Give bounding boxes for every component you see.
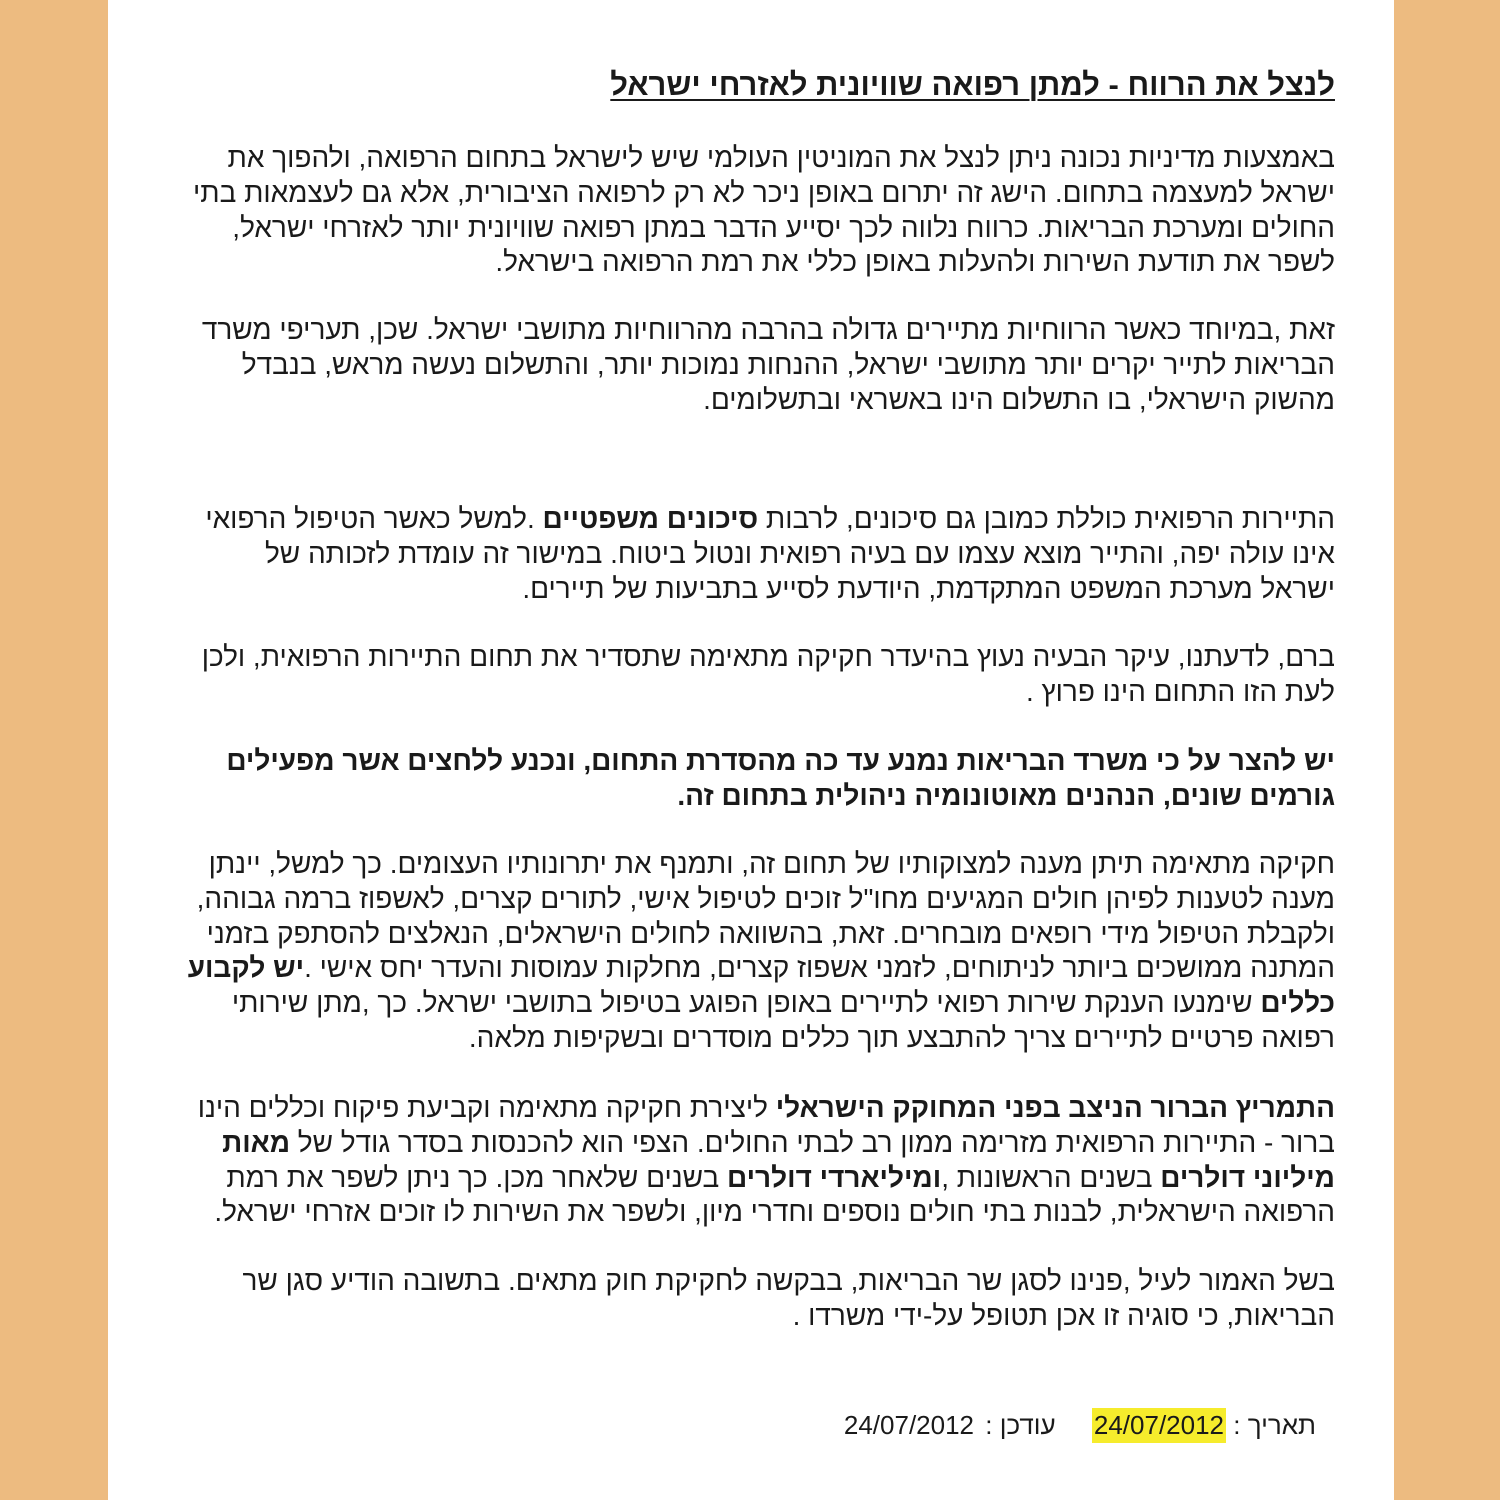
text-line-content bbox=[202, 641, 1335, 672]
bold-text-segment: סיכונים משפטיים bbox=[542, 503, 759, 534]
text-line-content bbox=[226, 1162, 1335, 1193]
text-line bbox=[183, 176, 1335, 211]
text-line-content bbox=[193, 177, 1335, 208]
text-line bbox=[183, 1299, 1335, 1334]
text-segment: לעת הזו התחום הינו פרוץ . bbox=[1026, 675, 1335, 707]
text-line-content bbox=[222, 1127, 1335, 1158]
text-segment: מענה לטענות לפיהן חולים המגיעים מחו"ל זוכים לטיפול אישי, לתורים קצרים, לאשפוז ברמה גבוהה, bbox=[196, 882, 1335, 914]
text-line bbox=[183, 1195, 1335, 1230]
text-line-content bbox=[214, 1196, 1335, 1227]
date-label: תאריך : bbox=[1233, 1410, 1316, 1440]
text-line-content bbox=[188, 952, 1335, 983]
text-segment: הבריאות, כי סוגיה זו אכן תטופל על-ידי משרדו . bbox=[792, 1299, 1335, 1331]
text-line-content bbox=[202, 314, 1335, 345]
text-segment: החולים ומערכת הבריאות. כרווח נלווה לכך יסייע הדבר במתן רפואה שוויונית יותר לאזרחי ישראל, bbox=[232, 211, 1335, 243]
text-line-content bbox=[265, 538, 1335, 569]
text-segment: בשנים הראשונות , bbox=[941, 1161, 1161, 1193]
text-line-content bbox=[198, 1092, 1335, 1123]
text-line-content bbox=[469, 1022, 1335, 1053]
text-line bbox=[183, 1091, 1335, 1126]
text-segment: לשפר את תודעת השירות ולהעלות באופן כללי את רמת הרפואה בישראל. bbox=[495, 246, 1335, 278]
document-title: לנצל את הרווח - למתן רפואה שוויונית לאזרחי ישראל bbox=[610, 67, 1335, 102]
text-line-content bbox=[226, 745, 1335, 776]
text-line-content bbox=[232, 987, 1335, 1018]
document-body bbox=[183, 0, 1335, 1400]
text-line bbox=[183, 1161, 1335, 1196]
text-segment: .למשל כאשר הטיפול הרפואי bbox=[205, 503, 543, 534]
text-line bbox=[183, 1264, 1335, 1299]
text-segment: מהשוק הישראלי, בו התשלום הינו באשראי ובתשלומים. bbox=[703, 383, 1335, 415]
text-segment: שימנעו הענקת שירות רפואי לתיירים באופן הפוגע בטיפול בתושבי ישראל. כך ,מתן שירותי bbox=[231, 987, 1261, 1019]
publish-date: 24/07/2012 bbox=[1092, 1408, 1226, 1443]
text-line bbox=[183, 502, 1335, 537]
text-segment: אינו עולה יפה, והתייר מוצא עצמו עם בעיה רפואית ונטול ביטוח. במישור זה עומדת לזכותה של bbox=[264, 537, 1335, 569]
updated-label: עודכן : bbox=[985, 1410, 1056, 1440]
text-line bbox=[183, 951, 1335, 986]
text-line bbox=[183, 847, 1335, 882]
text-line bbox=[183, 1021, 1335, 1056]
bold-text-segment: יש לקבוע bbox=[187, 952, 305, 984]
text-segment: הרפואה הישראלית, לבנות בתי חולים נוספים וחדרי מיון, ולשפר את השירות לו זוכים אזרחי ישראל. bbox=[214, 1196, 1335, 1228]
updated-date: 24/07/2012 bbox=[843, 1410, 975, 1440]
text-line-content bbox=[703, 384, 1335, 415]
text-segment: התיירות הרפואית כוללת כמובן גם סיכונים, לרבות bbox=[758, 503, 1335, 534]
text-line bbox=[183, 1126, 1335, 1161]
text-segment: ליצירת חקיקה מתאימה וקביעת פיקוח וכללים הינו bbox=[197, 1092, 776, 1123]
text-line-content bbox=[793, 1300, 1335, 1331]
text-line-content bbox=[242, 1265, 1335, 1296]
text-line-content bbox=[677, 780, 1335, 811]
text-segment: באמצעות מדיניות נכונה ניתן לנצל את המוניטין העולמי שיש לישראל בתחום הרפואה, ולהפוך את bbox=[227, 142, 1335, 173]
text-line bbox=[183, 986, 1335, 1021]
text-segment: בשנים שלאחר מכן. כך ניתן לשפר את רמת bbox=[226, 1161, 728, 1193]
text-line bbox=[183, 882, 1335, 917]
text-segment: בשל האמור לעיל ,פנינו לסגן שר הבריאות, בבקשה לחקיקת חוק מתאים. בתשובה הודיע סגן שר bbox=[242, 1265, 1335, 1296]
text-line bbox=[183, 348, 1335, 383]
text-line bbox=[183, 744, 1335, 779]
text-line bbox=[183, 779, 1335, 814]
paragraph-2 bbox=[183, 313, 1335, 417]
bold-text-segment: ומיליארדי דולרים bbox=[727, 1161, 942, 1193]
text-segment: הבריאות לתייר יקרים יותר מתושבי ישראל, ההנחות נמוכות יותר, והתשלום נעשה מראש, בנבדל bbox=[241, 348, 1335, 380]
bold-text-segment: גורמים שונים, הנהנים מאוטונומיה ניהולית בתחום זה. bbox=[677, 779, 1335, 811]
text-segment: ישראל למעצמה בתחום. הישג זה יתרום באופן ניכר לא רק לרפואה הציבורית, אלא גם לעצמאות בתי bbox=[193, 176, 1335, 208]
text-line bbox=[183, 572, 1335, 607]
text-line bbox=[183, 640, 1335, 675]
bold-text-segment: כללים bbox=[1260, 987, 1335, 1019]
text-line bbox=[183, 211, 1335, 246]
paragraph-7 bbox=[183, 1091, 1335, 1230]
text-line-content bbox=[495, 246, 1335, 277]
date-footer bbox=[844, 1408, 1316, 1443]
text-line bbox=[183, 383, 1335, 418]
text-line bbox=[183, 245, 1335, 280]
text-segment: חקיקה מתאימה תיתן מענה למצוקותיו של תחום זה, ותמנף את יתרונותיו העצומים. כך למשל, יינתן bbox=[208, 848, 1335, 879]
text-segment: ברם, לדעתנו, עיקר הבעיה נעוץ בהיעדר חקיקה מתאימה שתסדיר את תחום התיירות הרפואית, ולכן bbox=[201, 641, 1335, 672]
text-segment: ברור - התיירות הרפואית מזרימה ממון רב לבתי החולים. הצפי הוא להכנסות בסדר גודל של bbox=[290, 1126, 1335, 1158]
text-line-content bbox=[242, 349, 1335, 380]
paragraph-4 bbox=[183, 640, 1335, 710]
text-line bbox=[183, 313, 1335, 348]
bold-text-segment: מאות bbox=[222, 1126, 291, 1158]
bold-text-segment: יש להצר על כי משרד הבריאות נמנע עד כה מהסדרת התחום, ונכנע ללחצים אשר מפעילים bbox=[226, 745, 1335, 776]
bold-text-segment: התמריץ הברור הניצב בפני המחוקק הישראלי bbox=[775, 1092, 1335, 1123]
text-segment: ישראל מערכת המשפט המתקדמת, היודעת לסייע בתביעות של תיירים. bbox=[522, 572, 1335, 604]
text-line bbox=[183, 675, 1335, 710]
text-segment: ולקבלת הטיפול מידי רופאים מובחרים. זאת, בהשוואה לחולים הישראלים, הנאלצים להסתפק בזמני bbox=[206, 917, 1335, 949]
paragraph-1 bbox=[183, 141, 1335, 280]
text-line-content bbox=[1026, 676, 1335, 707]
text-segment: המתנה ממושכים ביותר לניתוחים, לזמני אשפוז קצרים, מחלקות עמוסות והעדר יחס אישי . bbox=[304, 952, 1335, 984]
paragraph-6 bbox=[183, 847, 1335, 1056]
text-line-content bbox=[205, 503, 1335, 534]
text-line-content bbox=[232, 212, 1335, 243]
text-line-content bbox=[207, 918, 1335, 949]
paragraph-5 bbox=[183, 744, 1335, 814]
text-segment: זאת ,במיוחד כאשר הרווחיות מתיירים גדולה בהרבה מהרווחיות מתושבי ישראל. שכן, תעריפי משרד bbox=[201, 314, 1335, 345]
text-line-content bbox=[197, 883, 1335, 914]
paragraph-3 bbox=[183, 502, 1335, 606]
text-line bbox=[183, 917, 1335, 952]
text-line-content bbox=[228, 142, 1335, 173]
text-line-content bbox=[209, 848, 1335, 879]
text-segment: רפואה פרטיים לתיירים צריך להתבצע תוך כללים מוסדרים ובשקיפות מלאה. bbox=[468, 1021, 1335, 1053]
text-line bbox=[183, 537, 1335, 572]
text-line bbox=[183, 141, 1335, 176]
bold-text-segment: מיליוני דולרים bbox=[1160, 1161, 1335, 1193]
paragraph-8 bbox=[183, 1264, 1335, 1334]
text-line-content bbox=[522, 573, 1335, 604]
